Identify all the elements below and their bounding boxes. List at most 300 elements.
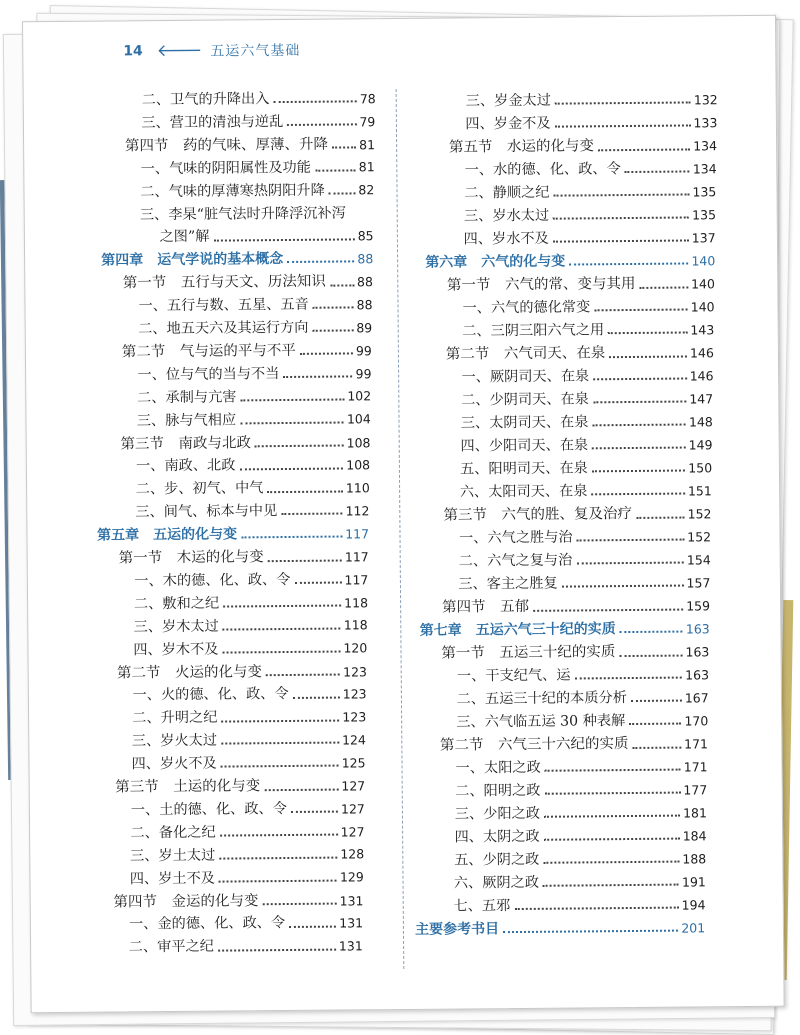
leader-dots (273, 101, 356, 104)
leader-dots (266, 674, 340, 677)
toc-item (132, 733, 366, 749)
leader-dots (329, 192, 356, 194)
toc-page-number: 184 (682, 828, 707, 844)
toc-page-number: 79 (359, 113, 376, 129)
toc-page-number: 127 (341, 778, 366, 794)
leader-dots (555, 125, 691, 128)
leader-dots (592, 493, 685, 496)
toc-item (133, 687, 367, 703)
toc-item (464, 207, 716, 223)
toc-item (461, 368, 713, 384)
toc-entry-title: 第七章 五运六气三十纪的实质 (419, 621, 616, 639)
toc-entry-title: 四、岁火不及 (131, 755, 217, 773)
toc-page-number: 120 (343, 640, 368, 656)
leader-dots (592, 470, 685, 473)
toc-page-number: 110 (345, 480, 370, 496)
toc-item (137, 389, 371, 405)
leader-dots (255, 444, 344, 447)
leader-dots (293, 696, 340, 698)
toc-page-number: 118 (343, 617, 368, 633)
toc-page-number: 152 (687, 506, 712, 522)
leader-dots (289, 925, 336, 927)
leader-dots (221, 719, 339, 722)
toc-page-number: 123 (342, 686, 367, 702)
toc-page-number: 99 (355, 343, 372, 359)
toc-entry-title: 六、厥阴之政 (453, 874, 540, 892)
toc-entry-title: 一、金的德、化、政、令 (129, 915, 286, 933)
leader-dots (283, 375, 352, 378)
toc-item (461, 391, 713, 407)
leader-dots (514, 907, 678, 910)
toc-item (140, 206, 374, 222)
leader-dots (313, 307, 354, 309)
toc-item (131, 801, 365, 817)
toc-item (134, 595, 368, 611)
toc-entry-title: 三、营卫的清浊与逆乱 (141, 113, 284, 132)
leader-dots (219, 856, 337, 859)
leader-dots (291, 811, 338, 813)
toc-item (134, 618, 368, 634)
toc-page-number: 89 (356, 319, 373, 336)
toc-entry-title: 三、六气临五运 30 种表解 (456, 713, 626, 731)
toc-item (136, 481, 370, 497)
toc-chapter (101, 252, 373, 268)
toc-entry-title: 主要参考书目 (415, 921, 500, 938)
toc-entry-title: 二、审平之纪 (128, 938, 214, 956)
toc-entry-title: 第一节 木运的化与变 (118, 549, 264, 567)
toc-entry-title: 一、水的德、化、政、令 (464, 161, 621, 179)
toc-entry-title: 第四节 药的气味、厚薄、升降 (124, 136, 329, 155)
toc-entry-title: 四、太阴之政 (454, 828, 540, 846)
toc-entry-title: 三、岁土太过 (130, 847, 216, 865)
book-title: 五运六气基础 (210, 42, 301, 60)
leader-dots (240, 421, 344, 424)
toc-page-number: 147 (689, 390, 714, 407)
toc-item (130, 870, 364, 886)
toc-item (464, 230, 716, 246)
leader-dots (598, 148, 690, 151)
toc-page-number: 108 (346, 457, 371, 473)
toc-item (454, 874, 706, 890)
toc-item (132, 710, 366, 726)
toc-page-number: 137 (691, 229, 716, 246)
toc-page-number: 140 (691, 276, 715, 292)
leader-dots (267, 490, 342, 493)
leader-dots (262, 903, 336, 906)
toc-entry-title: 二、地五天六及其运行方向 (138, 319, 309, 338)
toc-page-number: 124 (341, 732, 366, 748)
toc-entry-title: 一、太阳之政 (455, 759, 541, 777)
toc-item (455, 782, 707, 798)
toc-item (136, 458, 370, 474)
toc-entry-title: 四、少阳司天、在泉 (460, 437, 589, 455)
toc-page-number: 163 (685, 667, 710, 683)
leader-dots (543, 861, 679, 864)
leader-dots (639, 286, 688, 288)
toc-entry-title: 一、气味的阴阳属性及功能 (140, 159, 311, 177)
toc-item (460, 460, 712, 476)
page-number: 14 (123, 43, 143, 60)
toc-entry-title: 三、岁火太过 (131, 732, 218, 750)
leader-dots (264, 788, 338, 791)
toc-page-number: 132 (693, 91, 718, 108)
toc-entry-title: 第二节 气与运的平与不平 (121, 342, 296, 361)
toc-item (457, 690, 709, 706)
toc-item (142, 91, 376, 107)
toc-item (459, 529, 711, 545)
toc-item (129, 939, 363, 955)
toc-entry-title: 第三节 南政与北政 (120, 434, 252, 452)
leader-dots (592, 447, 685, 450)
toc-entry-title: 三、太阴司天、在泉 (460, 414, 589, 432)
toc-entry-title: 第一节 六气的常、变与其用 (446, 275, 636, 294)
left-arrow-icon: 🡐 (156, 40, 203, 62)
toc-section (120, 435, 370, 452)
toc-item (138, 297, 372, 313)
leader-dots (608, 332, 687, 335)
leader-dots (220, 834, 338, 837)
toc-page-number: 171 (683, 759, 708, 775)
toc-page-number: 154 (686, 552, 711, 568)
leader-dots (503, 930, 678, 934)
toc-item (460, 483, 712, 499)
toc-page-number: 146 (689, 367, 714, 384)
toc-page-number: 134 (693, 138, 718, 154)
toc-page-number: 81 (358, 159, 375, 175)
toc-item (141, 160, 375, 176)
toc-entry-title: 第四节 五郁 (441, 598, 530, 616)
toc-page-number: 131 (339, 915, 364, 931)
toc-entry-title: 二、少阴司天、在泉 (461, 391, 589, 409)
toc-item (454, 851, 706, 867)
leader-dots (609, 355, 687, 358)
toc-page-number: 151 (687, 482, 712, 499)
leader-dots (553, 217, 689, 220)
toc-item (456, 759, 708, 775)
toc-item (464, 184, 716, 200)
toc-entry-title: 二、敷和之纪 (133, 595, 220, 613)
toc-item (133, 641, 367, 657)
toc-item (130, 824, 364, 840)
leader-dots (281, 513, 342, 516)
leader-dots (569, 262, 688, 265)
toc-item (465, 115, 717, 131)
toc-entry-title: 三、岁木太过 (133, 618, 219, 636)
toc-page-number: 99 (355, 365, 372, 381)
toc-entry-title: 七、五邪 (453, 898, 511, 915)
toc-entry-title: 三、脉与气相应 (136, 412, 237, 429)
leader-dots (219, 879, 337, 882)
toc-page-number: 117 (344, 549, 369, 565)
toc-page-number: 201 (681, 919, 706, 936)
toc-entry-title: 一、五行与数、五星、五音 (138, 296, 309, 315)
toc-chapter (425, 253, 715, 270)
toc-item (463, 299, 715, 315)
toc-entry-title: 第五章 五运的化与变 (96, 526, 238, 544)
toc-item (453, 897, 705, 913)
toc-section (113, 893, 363, 910)
toc-section (122, 343, 372, 360)
leader-dots (268, 559, 342, 562)
toc-entry-title: 二、升明之纪 (132, 709, 218, 727)
toc-page-number: 191 (681, 874, 706, 890)
toc-item (137, 366, 371, 382)
toc-page-number: 177 (683, 782, 708, 798)
toc-section (443, 506, 711, 523)
toc-entry-title: 第二节 六气司天、在泉 (445, 345, 606, 363)
toc-item (460, 437, 712, 453)
toc-section (125, 137, 375, 154)
toc-entry-title: 二、阳明之政 (455, 782, 541, 800)
toc-page-number: 157 (686, 575, 711, 591)
toc-entry-title: 三、岁金太过 (465, 92, 551, 110)
toc-entry-title: 之图”解 (159, 229, 210, 246)
toc-entry-title: 第四节 金运的化与变 (113, 892, 259, 911)
toc-entry-title: 四、岁木不及 (133, 641, 219, 658)
toc-entry-title: 三、岁水太过 (463, 207, 550, 225)
toc-page-number: 85 (357, 228, 374, 244)
toc-entry-title: 五、少阴之政 (454, 851, 540, 869)
toc-page-number: 104 (346, 411, 371, 427)
toc-page-number: 149 (688, 436, 713, 453)
toc-entry-title: 第三节 土运的化与变 (115, 778, 261, 796)
leader-dots (555, 102, 691, 105)
toc-item (160, 229, 374, 245)
toc-item (455, 805, 707, 821)
toc-page-number: 88 (356, 274, 373, 290)
toc-chapter (97, 526, 369, 542)
leader-dots (223, 627, 341, 630)
toc-page-number: 127 (340, 823, 365, 840)
leader-dots (332, 147, 356, 149)
toc-section (441, 644, 709, 661)
toc-entry-title: 四、岁金不及 (465, 115, 551, 133)
leader-dots (593, 401, 686, 404)
toc-item (137, 412, 371, 428)
toc-entry-title: 一、木的德、化、政、令 (134, 571, 291, 590)
toc-entry-title: 第四章 运气学说的基本概念 (101, 251, 284, 269)
toc-page-number: 159 (686, 598, 711, 614)
toc-page-number: 143 (690, 321, 715, 338)
leader-dots (544, 792, 680, 795)
toc-entry-title: 一、位与气的当与不当 (137, 365, 280, 384)
toc-item (131, 755, 365, 771)
leader-dots (312, 330, 353, 332)
toc-entry-title: 第二节 六气三十六纪的实质 (439, 736, 629, 754)
toc-page-number: 125 (341, 755, 366, 771)
leader-dots (544, 815, 680, 818)
toc-section (119, 549, 369, 566)
toc-page-number: 148 (688, 413, 713, 430)
toc-entry-title: 三、少阳之政 (454, 805, 541, 823)
leader-dots (294, 582, 341, 584)
toc-section (447, 276, 715, 293)
toc-entry-title: 二、气味的厚薄寒热阴阳升降 (140, 182, 325, 200)
toc-entry-title: 第一节 五运三十纪的实质 (441, 644, 616, 662)
leader-dots (213, 238, 354, 241)
toc-chapter (420, 621, 710, 638)
leader-dots (222, 650, 340, 653)
leader-dots (619, 654, 682, 657)
leader-dots (218, 948, 336, 951)
toc-section (117, 664, 367, 681)
toc-entry-title: 第五节 水运的化与变 (448, 138, 595, 156)
leader-dots (240, 398, 344, 401)
leader-dots (239, 467, 343, 470)
toc-entry-title: 二、五运三十纪的本质分析 (456, 690, 627, 708)
toc-entry-title: 第一节 五行与天文、历法知识 (122, 273, 326, 292)
toc-page-number: 112 (345, 503, 370, 519)
toc-page-number: 88 (357, 251, 374, 267)
toc-page-number: 123 (342, 709, 367, 725)
toc-entry-title: 二、六气之复与治 (458, 552, 573, 570)
leader-dots (629, 723, 681, 725)
leader-dots (593, 424, 686, 427)
leader-dots (632, 746, 681, 748)
leader-dots (562, 585, 684, 588)
toc-page-number: 88 (356, 297, 373, 313)
toc-entry-title: 四、岁土不及 (129, 870, 216, 887)
leader-dots (594, 309, 687, 312)
toc-entry-title: 一、土的德、化、政、令 (130, 800, 287, 819)
toc-entry-title: 第三节 六气的胜、复及治疗 (443, 505, 633, 524)
toc-page-number: 150 (688, 459, 713, 476)
leader-dots (576, 562, 684, 565)
toc-page-number: 81 (359, 137, 376, 153)
toc-page-number: 152 (687, 528, 712, 545)
toc-section (449, 138, 717, 155)
toc-entry-title: 三、间气、标本与中见 (135, 503, 278, 521)
toc-item (462, 322, 714, 338)
leader-dots (575, 677, 683, 680)
toc-entry-title: 二、承制与亢害 (137, 389, 237, 406)
toc-item (457, 667, 709, 683)
leader-dots (533, 608, 683, 611)
toc-page-number: 194 (681, 897, 706, 913)
toc-entry-title: 三、客主之胜复 (458, 575, 558, 593)
toc-item (458, 575, 710, 591)
toc-item (130, 847, 364, 863)
leader-dots (545, 769, 681, 772)
toc-entry-title: 第六章 六气的化与变 (425, 253, 566, 271)
toc-entry-title: 二、备化之纪 (130, 824, 216, 842)
leader-dots (620, 631, 683, 634)
toc-entry-title: 三、李杲“脏气法时升降浮沉补泻 (139, 204, 346, 223)
toc-page (22, 15, 785, 1014)
toc-page-number: 171 (684, 736, 709, 752)
toc-page-number: 163 (685, 620, 710, 637)
toc-page-number: 181 (682, 805, 707, 821)
toc-item (459, 552, 711, 568)
toc-page-number: 117 (344, 571, 369, 588)
toc-page-number: 82 (358, 182, 375, 198)
toc-entry-title: 五、阳明司天、在泉 (460, 460, 588, 478)
toc-entry-title: 一、干支纪气、运 (456, 667, 571, 685)
toc-item (135, 503, 369, 519)
leader-dots (553, 240, 689, 243)
leader-dots (544, 838, 680, 841)
toc-item (140, 183, 374, 199)
column-divider (396, 89, 405, 969)
leader-dots (241, 536, 342, 539)
toc-item (456, 713, 708, 729)
toc-page-number: 117 (345, 525, 370, 542)
page-header (123, 40, 300, 62)
leader-dots (543, 884, 679, 887)
toc-page-number: 128 (340, 846, 365, 862)
toc-page-number: 134 (692, 160, 717, 177)
leader-dots (593, 378, 686, 381)
toc-entry-title: 一、厥阴司天、在泉 (461, 368, 590, 386)
leader-dots (631, 700, 682, 702)
toc-item (141, 114, 375, 130)
toc-page-number: 102 (347, 388, 372, 404)
toc-section (440, 736, 708, 753)
leader-dots (287, 123, 356, 126)
toc-page-number: 129 (339, 869, 364, 885)
leader-dots (330, 284, 354, 286)
toc-item (466, 92, 718, 108)
toc-page-number: 118 (344, 594, 369, 611)
toc-page-number: 127 (340, 800, 365, 817)
toc-item (138, 320, 372, 336)
toc-item (134, 572, 368, 588)
toc-entry-title: 二、步、初气、中气 (135, 480, 264, 498)
leader-dots (315, 169, 356, 171)
toc-chapter (415, 920, 705, 937)
leader-dots (287, 261, 354, 264)
toc-section (442, 598, 710, 615)
toc-page-number: 131 (338, 938, 363, 954)
toc-page-number: 131 (339, 892, 364, 909)
toc-page-number: 140 (691, 252, 716, 268)
toc-entry-title: 一、六气之胜与治 (459, 529, 573, 547)
toc-page-number: 146 (689, 345, 714, 361)
toc-page-number: 135 (692, 206, 717, 223)
toc-page-number: 108 (346, 434, 371, 450)
leader-dots (553, 194, 689, 197)
toc-page-number: 78 (359, 90, 376, 107)
toc-entry-title: 第二节 火运的化与变 (116, 663, 263, 681)
toc-item (454, 828, 706, 844)
toc-entry-title: 一、南政、北政 (136, 457, 236, 475)
toc-section (123, 274, 373, 291)
toc-page-number: 135 (692, 183, 717, 200)
toc-page-number: 140 (690, 298, 715, 315)
toc-entry-title: 一、火的德、化、政、令 (132, 686, 289, 704)
toc-page-number: 133 (693, 114, 718, 131)
toc-section (446, 345, 714, 362)
toc-entry-title: 二、三阴三阳六气之用 (462, 322, 605, 340)
toc-page-number: 123 (343, 663, 368, 680)
toc-item (465, 161, 717, 177)
toc-entry-title: 六、太阳司天、在泉 (459, 483, 588, 501)
toc-entry-title: 二、卫气的升降出入 (141, 91, 270, 109)
leader-dots (577, 539, 685, 542)
leader-dots (221, 765, 339, 768)
leader-dots (221, 742, 339, 745)
toc-section (115, 778, 365, 795)
leader-dots (625, 171, 690, 174)
toc-entry-title: 二、静顺之纪 (464, 184, 550, 202)
toc-page-number: 170 (684, 713, 709, 729)
toc-entry-title: 四、岁水不及 (463, 230, 549, 248)
toc-item (129, 916, 363, 932)
toc-page-number: 188 (682, 851, 707, 867)
leader-dots (636, 516, 685, 518)
toc-page-number: 163 (685, 644, 710, 660)
leader-dots (223, 605, 341, 608)
